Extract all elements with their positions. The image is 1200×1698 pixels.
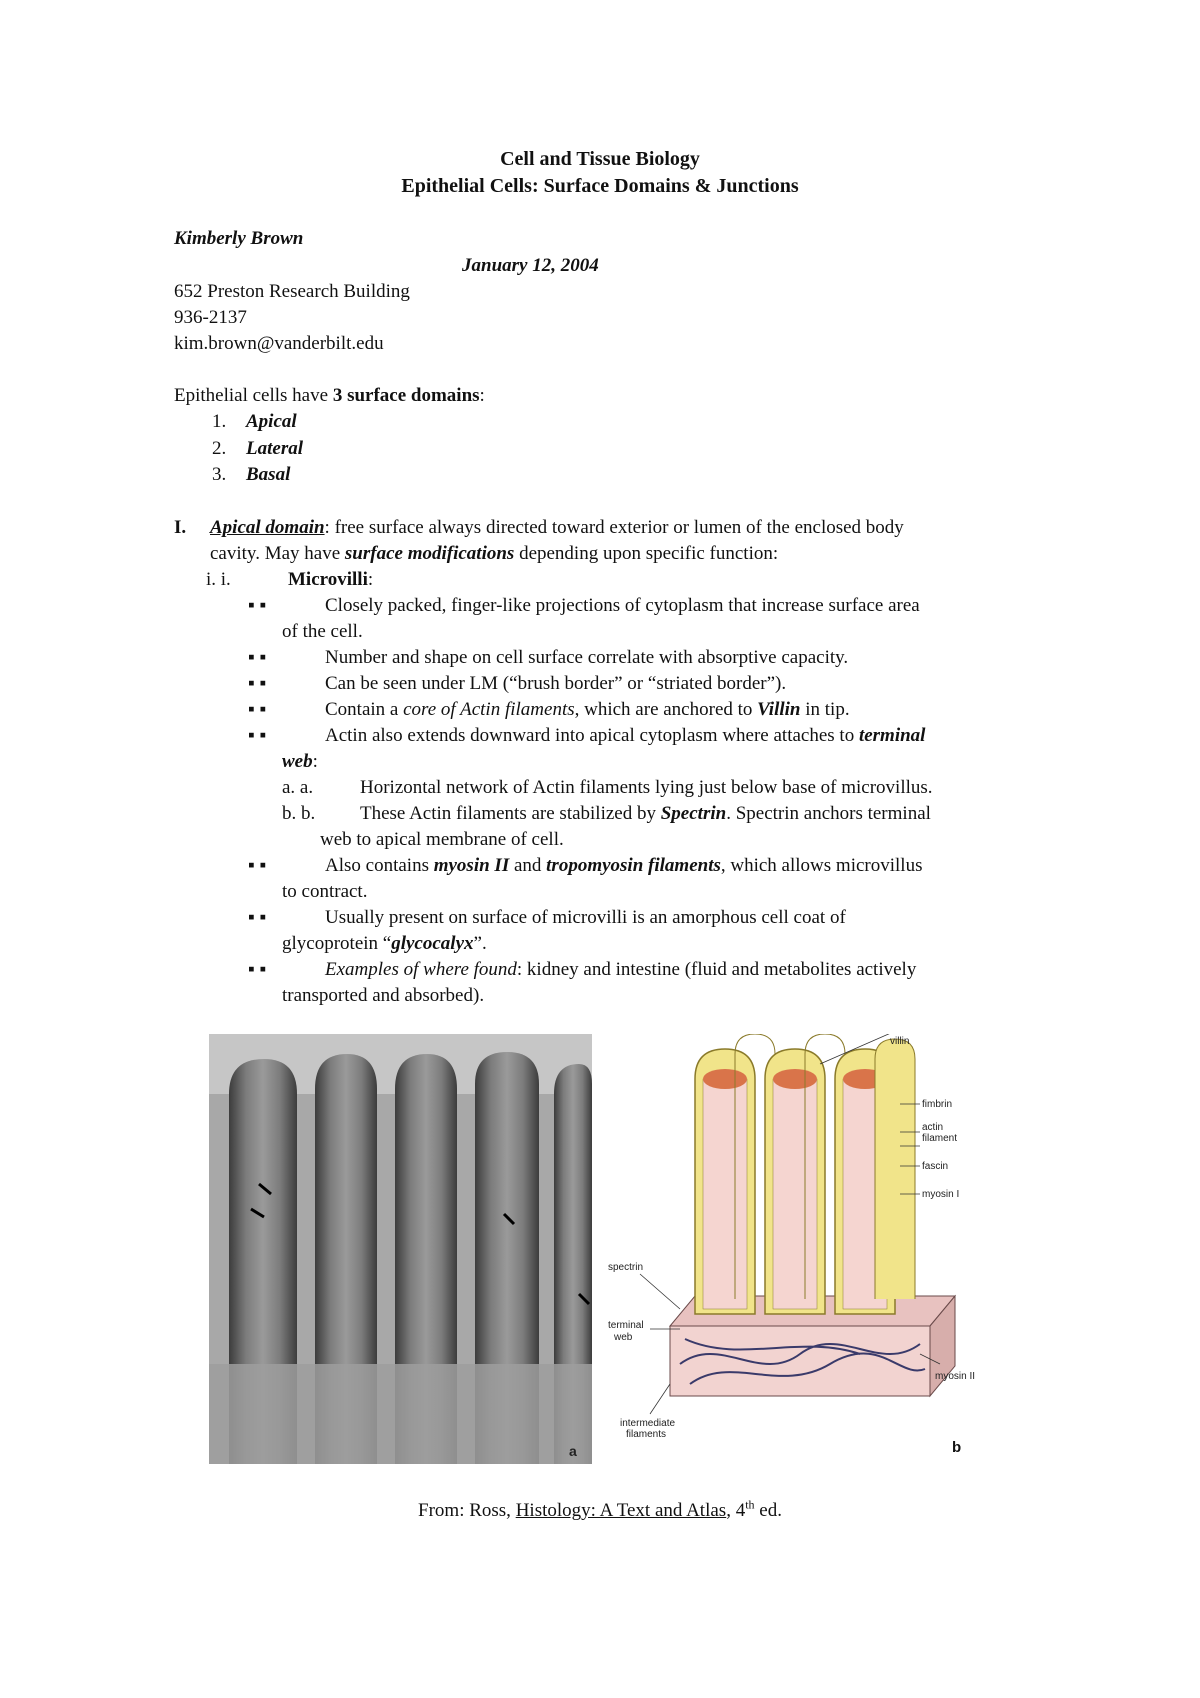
web-term: web — [282, 751, 313, 772]
section-numeral: I. — [174, 517, 187, 538]
figure-citation — [0, 1498, 1200, 1524]
bullet-marker-6: ▪ ▪ — [248, 855, 267, 876]
label-fimbrin: fimbrin — [922, 1099, 953, 1110]
office-address: 652 Preston Research Building — [174, 281, 410, 302]
section-heading: Apical domain — [210, 517, 325, 538]
bullet-4 — [325, 697, 850, 723]
spectrin-term: Spectrin — [660, 803, 727, 824]
bullet-6-mid: and — [509, 855, 547, 876]
section-line-2 — [210, 541, 778, 567]
bullet-1-line-2: of the cell. — [282, 621, 363, 642]
citation-book: Histology: A Text and Atlas — [515, 1500, 727, 1521]
label-spectrin: spectrin — [608, 1262, 644, 1273]
sub-marker: i. i. — [206, 569, 231, 590]
section-line2-post: depending upon specific function: — [514, 543, 779, 564]
microvilli-heading: Microvilli — [288, 569, 368, 590]
bullet-7-line-1: Usually present on surface of microvilli is an amorphous cell coat of — [325, 907, 846, 928]
intro-bold: 3 surface domains — [332, 385, 480, 406]
citation-sup: th — [745, 1497, 755, 1512]
bullet-6-line-2: to contract. — [282, 881, 368, 902]
bullet-marker-1: ▪ ▪ — [248, 595, 267, 616]
panel-letter-a: a — [569, 1443, 577, 1459]
topic-title: Epithelial Cells: Surface Domains & Junctions — [401, 175, 799, 197]
intro-post: : — [479, 385, 485, 406]
bullet-3: Can be seen under LM (“brush border” or “striated border”). — [325, 673, 787, 694]
microvillus-diagram — [600, 1034, 1010, 1464]
bullet-5-line-2 — [282, 749, 318, 775]
email: kim.brown@vanderbilt.edu — [174, 333, 384, 354]
sublist-b-line-1 — [360, 801, 931, 827]
bullet-4-mid: , which are anchored to — [574, 699, 758, 720]
electron-micrograph — [209, 1034, 592, 1464]
myosin-term: myosin II — [433, 855, 510, 876]
micrograph-svg — [209, 1034, 592, 1464]
bullet-marker-7: ▪ ▪ — [248, 907, 267, 928]
panel-letter-b: b — [952, 1439, 962, 1456]
sublist-a: Horizontal network of Actin filaments lying just below base of microvillus. — [360, 777, 933, 798]
label-myosin-ii: myosin II — [935, 1371, 976, 1382]
course-title: Cell and Tissue Biology — [500, 148, 700, 170]
sublist-b-pre: These Actin filaments are stabilized by — [360, 803, 661, 824]
villin-term: Villin — [757, 699, 801, 720]
bullet-marker-3: ▪ ▪ — [248, 673, 267, 694]
bullet-7-pre: glycoprotein “ — [282, 933, 392, 954]
label-fascin: fascin — [922, 1161, 949, 1172]
bullet-marker-8: ▪ ▪ — [248, 959, 267, 980]
label-myosin-i: myosin I — [922, 1189, 960, 1200]
bullet-marker-4: ▪ ▪ — [248, 699, 267, 720]
sublist-b-line-2: web to apical membrane of cell. — [320, 829, 564, 850]
sublist-marker-a: a. a. — [282, 777, 314, 798]
bullet-6-line-1 — [325, 853, 922, 879]
section-heading-rest: : free surface always directed toward exterior or lumen of the enclosed body — [324, 517, 904, 538]
domain-lateral: Lateral — [246, 438, 303, 459]
phone: 936-2137 — [174, 307, 247, 328]
label-terminal: terminal — [608, 1320, 644, 1331]
citation-mid: , 4 — [726, 1500, 746, 1521]
bullet-2: Number and shape on cell surface correlate with absorptive capacity. — [325, 647, 849, 668]
bullet-7-post: ”. — [473, 933, 487, 954]
bullet-6-post: , which allows microvillus — [720, 855, 923, 876]
intro-line — [174, 383, 485, 409]
microvilli-group — [695, 1034, 915, 1314]
terminal-term: terminal — [858, 725, 926, 746]
label-intermediate: intermediate — [620, 1418, 676, 1429]
bullet-7-line-2 — [282, 931, 487, 957]
bullet-8-post: : kidney and intestine (fluid and metabolites actively — [516, 959, 917, 980]
section-line2-pre: cavity. May have — [210, 543, 345, 564]
bullet-4-post: in tip. — [800, 699, 850, 720]
label-web: web — [614, 1332, 633, 1343]
bullet-5-post: : — [312, 751, 318, 772]
actin-core: core of Actin filaments — [403, 699, 575, 720]
microvilli-colon: : — [367, 569, 374, 590]
bullet-6-pre: Also contains — [325, 855, 434, 876]
label-villin: villin — [890, 1036, 910, 1047]
citation-pre: From: Ross, — [418, 1500, 516, 1521]
tropomyosin-term: tropomyosin filaments — [546, 855, 721, 876]
bullet-8-line-1 — [325, 957, 916, 983]
bullet-5-line-1 — [325, 723, 925, 749]
author-name: Kimberly Brown — [174, 228, 304, 249]
citation-post: ed. — [754, 1500, 782, 1521]
domain-num-3: 3. — [212, 464, 227, 485]
examples-label: Examples of where found — [325, 959, 517, 980]
diagram-svg — [600, 1034, 1010, 1464]
label-filaments: filaments — [626, 1429, 667, 1440]
domain-num-1: 1. — [212, 411, 227, 432]
sublist-b-post: . Spectrin anchors terminal — [726, 803, 931, 824]
domain-num-2: 2. — [212, 438, 227, 459]
microvilli-heading-line — [288, 567, 373, 593]
surface-modifications: surface modifications — [344, 543, 515, 564]
label-actin: actin — [922, 1122, 944, 1133]
bullet-marker-5: ▪ ▪ — [248, 725, 267, 746]
bullet-8-line-2: transported and absorbed). — [282, 985, 485, 1006]
bullet-5-pre: Actin also extends downward into apical cytoplasm where attaches to — [325, 725, 859, 746]
bullet-4-pre: Contain a — [325, 699, 404, 720]
sublist-marker-b: b. b. — [282, 803, 316, 824]
bullet-1-line-1: Closely packed, finger-like projections of cytoplasm that increase surface area — [325, 595, 920, 616]
section-heading-line — [210, 515, 904, 541]
domain-basal: Basal — [246, 464, 291, 485]
intro-pre: Epithelial cells have — [174, 385, 333, 406]
bullet-marker-2: ▪ ▪ — [248, 647, 267, 668]
date: January 12, 2004 — [462, 255, 599, 276]
label-filament: filament — [922, 1133, 958, 1144]
domain-apical: Apical — [246, 411, 297, 432]
glycocalyx-term: glycocalyx — [391, 933, 474, 954]
